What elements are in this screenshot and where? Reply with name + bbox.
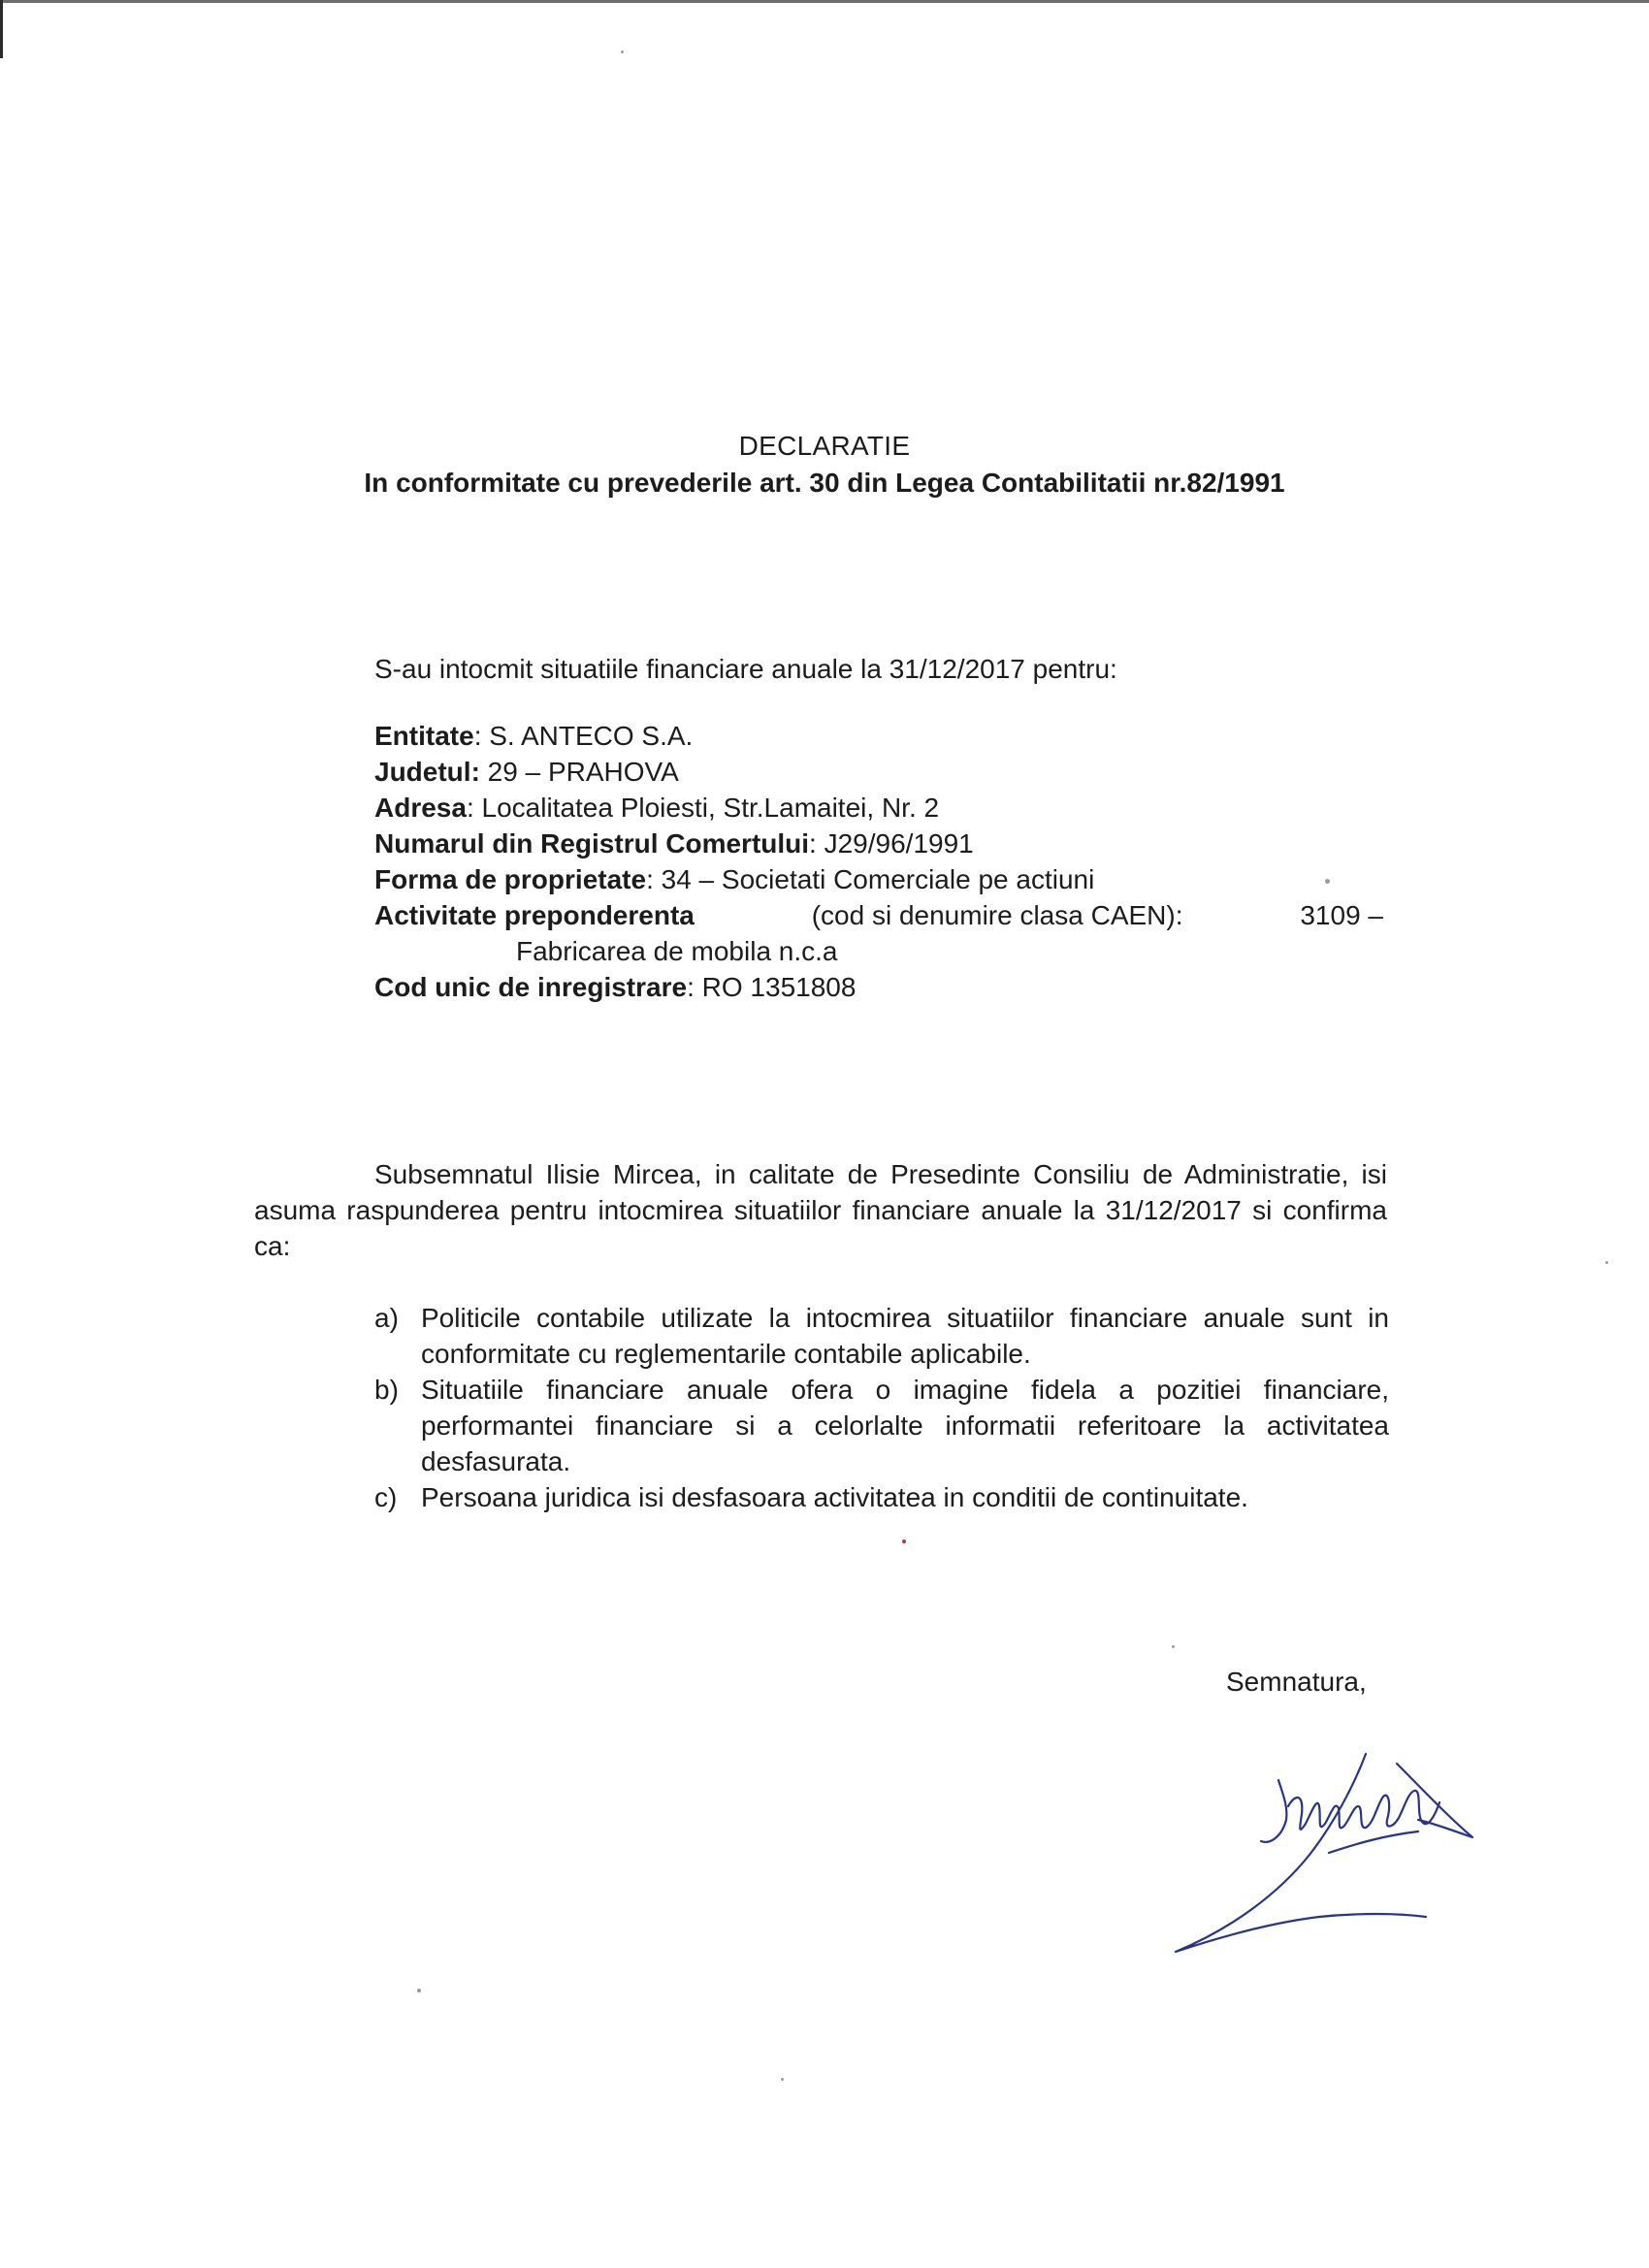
list-item bbox=[374, 1479, 1389, 1515]
conditions-list bbox=[374, 1300, 1389, 1515]
field-label: Forma de proprietate bbox=[374, 864, 647, 894]
field-label: Activitate preponderenta bbox=[374, 900, 695, 930]
statement-paragraph: Subsemnatul Ilisie Mircea, in calitate de Presedinte Consiliu de Administratie, isi asuma raspunderea pentru intocmirea situatiilor financiare anuale la 31/12/2017 si confirma ca: bbox=[254, 1159, 1387, 1261]
list-item-text: Politicile contabile utilizate la intocmirea situatiilor financiare anuale sunt in conformitate cu reglementarile contabile aplicabile. bbox=[421, 1303, 1389, 1369]
list-item bbox=[374, 1300, 1389, 1372]
field-value: J29/96/1991 bbox=[824, 828, 974, 859]
list-marker: b) bbox=[374, 1375, 399, 1405]
field-address: Adresa: Localitatea Ploiesti, Str.Lamaitei, Nr. 2 bbox=[374, 793, 940, 823]
list-item-text: Situatiile financiare anuale ofera o imagine fidela a pozitiei financiare, performantei financiare si a celorlalte informatii referitoare la activitatea desfasurata. bbox=[421, 1375, 1389, 1476]
field-main-activity-value: Fabricarea de mobila n.c.a bbox=[516, 936, 838, 966]
field-ownership-form: Forma de proprietate: 34 – Societati Comerciale pe actiuni bbox=[374, 864, 1095, 894]
scan-left-edge bbox=[0, 0, 3, 58]
field-value: Localitatea Ploiesti, Str.Lamaitei, Nr. 2 bbox=[481, 793, 940, 823]
scan-speck bbox=[417, 1989, 421, 1993]
field-label: Cod unic de inregistrare bbox=[374, 972, 688, 1002]
field-code: 3109 – bbox=[1300, 900, 1383, 930]
field-label: Numarul din Registrul Comertului bbox=[374, 828, 810, 859]
field-value: 29 – PRAHOVA bbox=[487, 757, 679, 787]
field-unique-code: Cod unic de inregistrare: RO 1351808 bbox=[374, 972, 857, 1002]
field-label: Entitate bbox=[374, 721, 474, 751]
field-label: Judetul bbox=[374, 757, 471, 787]
scan-speck bbox=[1605, 1261, 1608, 1264]
list-marker: a) bbox=[374, 1303, 399, 1333]
field-label: Adresa bbox=[374, 793, 467, 823]
handwritten-signature bbox=[1164, 1746, 1523, 1964]
scan-speck bbox=[621, 50, 624, 53]
field-trade-register: Numarul din Registrul Comertului: J29/96/1991 bbox=[374, 828, 974, 859]
intro-text: S-au intocmit situatiile financiare anuale la 31/12/2017 pentru: bbox=[374, 654, 1117, 684]
field-entity: Entitate: S. ANTECO S.A. bbox=[374, 721, 694, 751]
document-subtitle: In conformitate cu prevederile art. 30 din Legea Contabilitatii nr.82/1991 bbox=[364, 468, 1285, 498]
signature-strokes bbox=[1176, 1754, 1472, 1952]
scan-speck bbox=[781, 2078, 784, 2081]
field-value: S. ANTECO S.A. bbox=[489, 721, 694, 751]
field-paren: (cod si denumire clasa CAEN): bbox=[811, 900, 1183, 930]
signature-label: Semnatura, bbox=[1226, 1667, 1367, 1697]
scan-top-edge bbox=[0, 0, 1649, 3]
list-item bbox=[374, 1372, 1389, 1479]
document-title: DECLARATIE bbox=[738, 431, 911, 461]
field-county: Judetul: 29 – PRAHOVA bbox=[374, 757, 679, 787]
field-main-activity bbox=[374, 897, 1383, 933]
field-value: RO 1351808 bbox=[701, 972, 857, 1002]
scan-speck bbox=[902, 1539, 906, 1543]
scan-speck bbox=[1172, 1645, 1175, 1648]
field-value: 34 – Societati Comerciale pe actiuni bbox=[661, 864, 1095, 894]
entity-details bbox=[374, 718, 1383, 1005]
list-marker: c) bbox=[374, 1482, 398, 1512]
list-item-text: Persoana juridica isi desfasoara activitatea in conditii de continuitate. bbox=[421, 1482, 1248, 1512]
